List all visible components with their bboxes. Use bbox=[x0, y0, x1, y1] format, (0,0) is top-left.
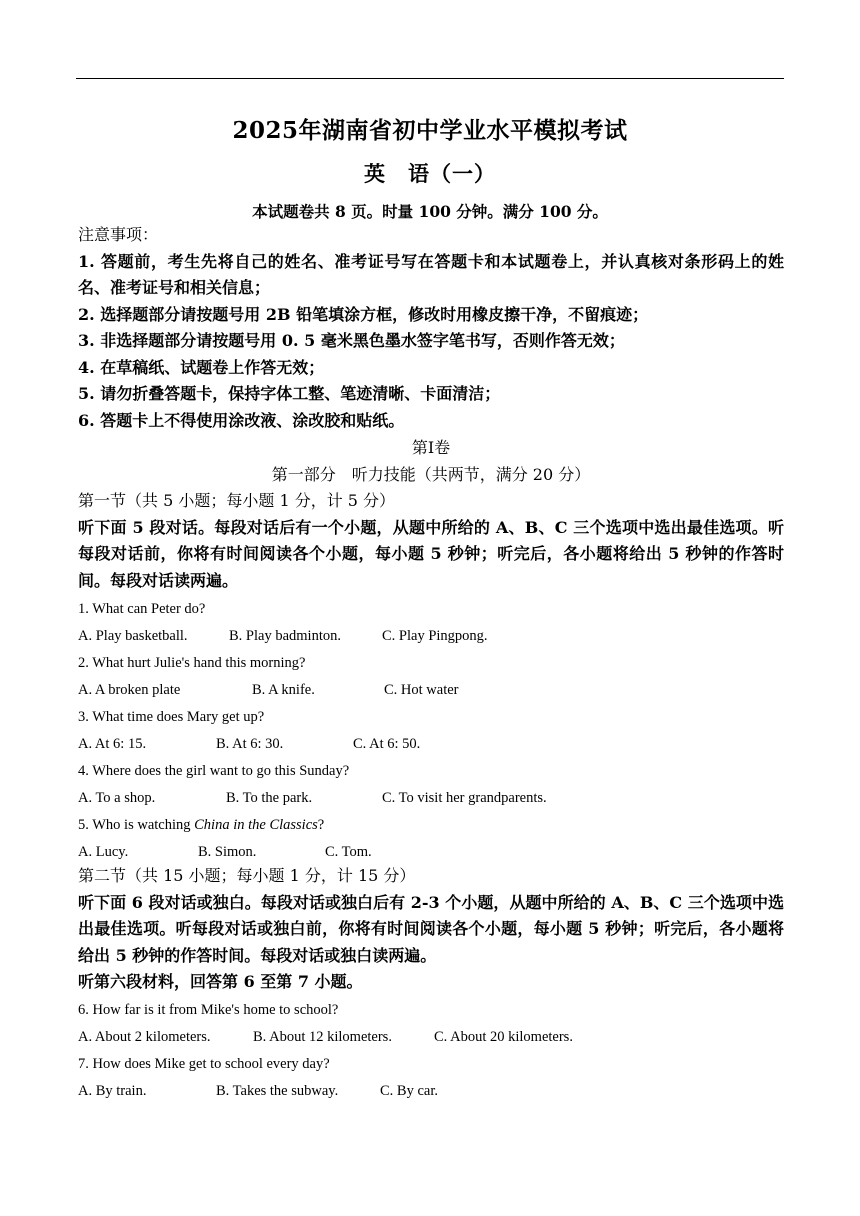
option-c: C. Tom. bbox=[325, 844, 372, 860]
header-rule bbox=[76, 78, 784, 79]
note-item: 4. 在草稿纸、试题卷上作答无效； bbox=[78, 357, 325, 377]
option-c: C. Hot water bbox=[384, 682, 459, 698]
option-b: B. A knife. bbox=[252, 682, 315, 698]
option-b: B. Play badminton. bbox=[229, 628, 341, 644]
note-item: 6. 答题卡上不得使用涂改液、涂改胶和贴纸。 bbox=[78, 410, 405, 430]
option-b: B. To the park. bbox=[226, 790, 313, 806]
option-b: B. Simon. bbox=[198, 844, 257, 860]
option-a: A. To a shop. bbox=[78, 790, 156, 806]
option-a: A. By train. bbox=[78, 1083, 147, 1099]
section-one-instructions: 听下面 5 段对话。每段对话后有一个小题，从题中所给的 A、B、C 三个选项中选出最佳选项。听每段对话前，你将有时间阅读各个小题，每小题 5 秒钟；听完后，各小题将给出 5 秒钟的作答时间。每段对话读两遍。 bbox=[78, 517, 784, 590]
note-item: 2. 选择题部分请按题号用 2B 铅笔填涂方框，修改时用橡皮擦干净，不留痕迹； bbox=[78, 304, 649, 324]
program-title: China in the Classics bbox=[194, 817, 318, 833]
option-a: A. At 6: 15. bbox=[78, 736, 147, 752]
question-text: 6. How far is it from Mike's home to school? bbox=[78, 1002, 339, 1018]
notes-section bbox=[78, 222, 784, 434]
question-text: 1. What can Peter do? bbox=[78, 601, 206, 617]
note-item: 3. 非选择题部分请按题号用 0. 5 毫米黑色墨水签字笔书写，否则作答无效； bbox=[78, 331, 625, 350]
option-a: A. A broken plate bbox=[78, 682, 181, 698]
question-text: 2. What hurt Julie's hand this morning? bbox=[78, 655, 306, 671]
volume-heading: 第Ⅰ卷 bbox=[411, 438, 451, 457]
section-two-heading: 第二节（共 15 小题；每小题 1 分，计 15 分） bbox=[78, 866, 416, 885]
option-c: C. Play Pingpong. bbox=[382, 628, 488, 644]
question-prefix: 5. Who is watching bbox=[78, 817, 195, 833]
exam-title: 2025年湖南省初中学业水平模拟考试 bbox=[232, 117, 628, 144]
option-b: B. At 6: 30. bbox=[216, 736, 284, 752]
option-a: A. Lucy. bbox=[78, 844, 129, 860]
question-text: 7. How does Mike get to school every day? bbox=[78, 1056, 330, 1072]
question-options bbox=[78, 1024, 784, 1051]
section-one-questions bbox=[78, 596, 784, 866]
note-item: 5. 请勿折叠答题卡，保持字体工整、笔迹清晰、卡面清洁； bbox=[78, 384, 501, 403]
notes-heading: 注意事项： bbox=[78, 225, 159, 244]
section-one-heading: 第一节（共 5 小题；每小题 1 分，计 5 分） bbox=[78, 491, 396, 510]
section-two-questions bbox=[78, 997, 784, 1105]
section-two-material: 听第六段材料，回答第 6 至第 7 小题。 bbox=[78, 972, 363, 991]
section-two bbox=[78, 863, 784, 996]
option-c: C. About 20 kilometers. bbox=[434, 1029, 573, 1045]
question-options bbox=[78, 677, 784, 704]
option-b: B. Takes the subway. bbox=[216, 1083, 339, 1099]
option-a: A. Play basketball. bbox=[78, 628, 188, 644]
option-c: C. At 6: 50. bbox=[353, 736, 421, 752]
question-suffix: ? bbox=[317, 817, 325, 833]
option-c: C. To visit her grandparents. bbox=[382, 790, 547, 806]
question-options bbox=[78, 623, 784, 650]
question-options bbox=[78, 839, 784, 866]
exam-subject: 英 语（一） bbox=[364, 161, 496, 186]
option-a: A. About 2 kilometers. bbox=[78, 1029, 211, 1045]
question-options bbox=[78, 1078, 784, 1105]
exam-info: 本试题卷共 8 页。时量 100 分钟。满分 100 分。 bbox=[252, 202, 608, 221]
option-c: C. By car. bbox=[380, 1083, 438, 1099]
section-two-instructions: 听下面 6 段对话或独白。每段对话或独白后有 2-3 个小题，从题中所给的 A、B、C 三个选项中选出最佳选项。听每段对话或独白前，你将有时间阅读各个小题，每小题 5 秒钟；听完后，各小题将给出 5 秒钟的作答时间。每段对话或独白读两遍。 bbox=[78, 892, 784, 965]
question-text bbox=[78, 812, 784, 839]
option-b: B. About 12 kilometers. bbox=[253, 1029, 392, 1045]
question-options bbox=[78, 731, 784, 758]
question-options bbox=[78, 785, 784, 812]
note-item: 1. 答题前，考生先将自己的姓名、准考证号写在答题卡和本试题卷上，并认真核对条形码上的姓名、准考证号和相关信息； bbox=[78, 251, 784, 297]
question-text: 3. What time does Mary get up? bbox=[78, 709, 265, 725]
section-one bbox=[78, 488, 784, 594]
question-text: 4. Where does the girl want to go this Sunday? bbox=[78, 763, 350, 779]
part-one-heading: 第一部分 听力技能（共两节，满分 20 分） bbox=[271, 465, 591, 484]
